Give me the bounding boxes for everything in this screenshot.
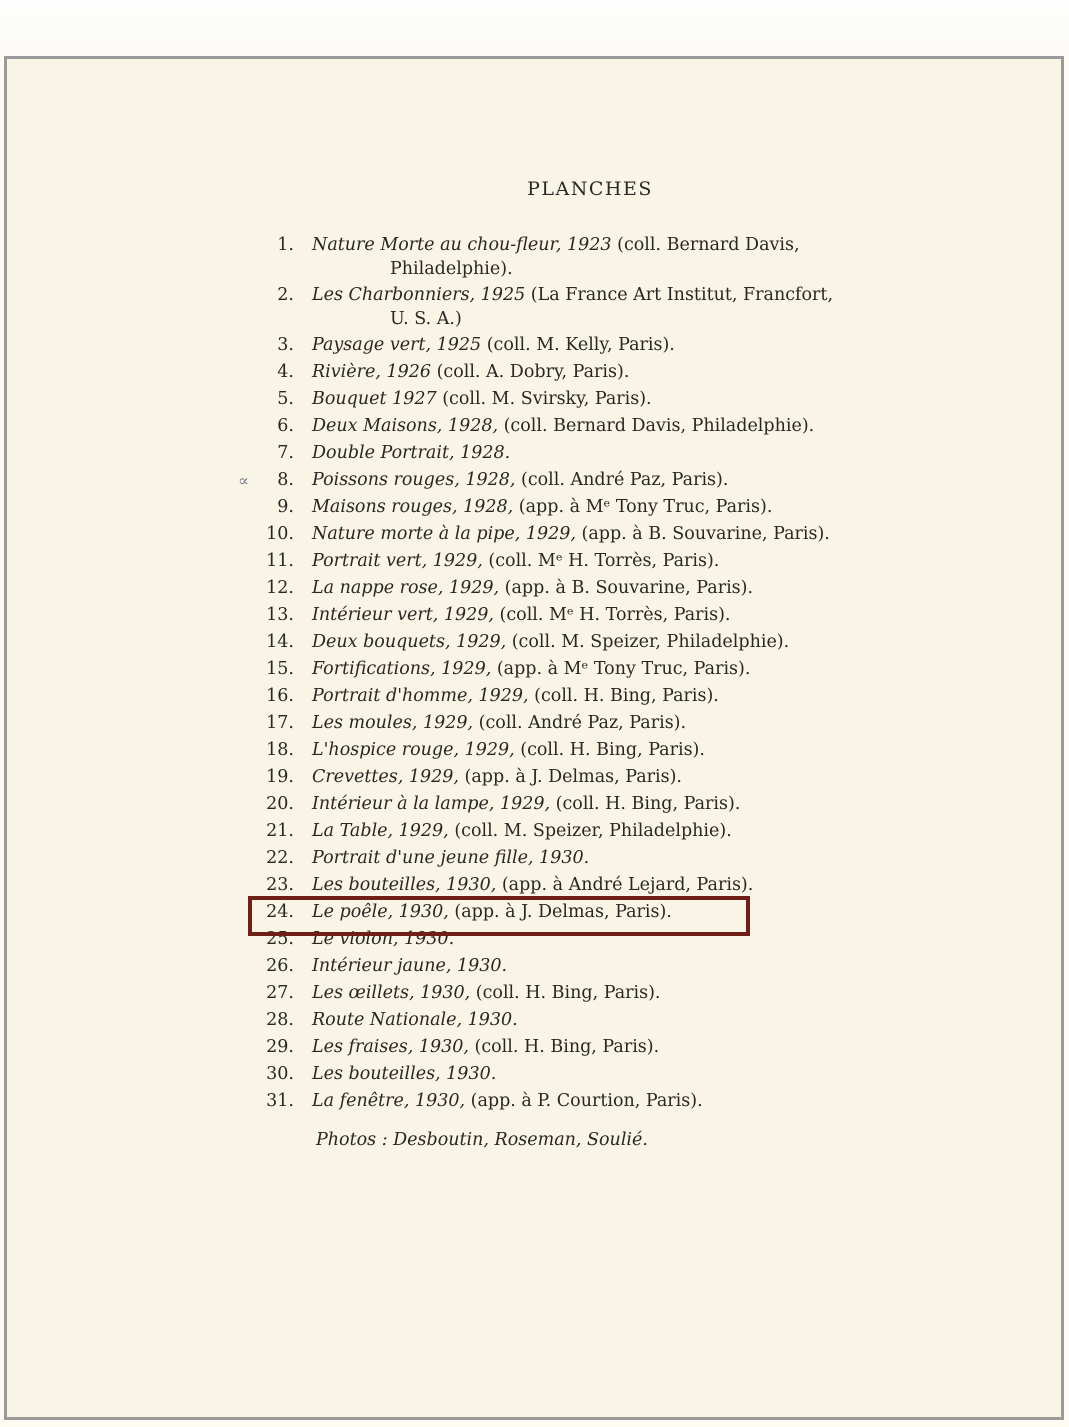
- entry-title: Les bouteilles, 1930.: [312, 1064, 497, 1084]
- entry-collection: (app. à P. Courtion, Paris).: [465, 1091, 703, 1111]
- entry-text: [312, 1035, 924, 1059]
- list-item: [240, 440, 940, 467]
- list-item: [240, 872, 940, 899]
- photo-credits: Photos : Desboutin, Roseman, Soulié.: [316, 1130, 648, 1150]
- list-item: [240, 656, 940, 683]
- entry-collection: (coll. H. Bing, Paris).: [550, 794, 741, 814]
- entry-number: 7.: [277, 443, 294, 463]
- entry-number: 28.: [266, 1010, 294, 1030]
- list-item: [240, 413, 940, 440]
- entry-text: [312, 522, 924, 546]
- list-item: [240, 980, 940, 1007]
- entry-number: 8.: [277, 470, 294, 490]
- entry-title: Nature morte à la pipe, 1929,: [312, 524, 576, 544]
- entry-text: [312, 684, 924, 708]
- entry-title: Rivière, 1926: [312, 362, 431, 382]
- entry-title: La nappe rose, 1929,: [312, 578, 500, 598]
- entry-text: [312, 1062, 924, 1086]
- entry-number: 16.: [266, 686, 294, 706]
- list-item: [240, 332, 940, 359]
- highlight-box-entry-24[interactable]: [248, 896, 750, 936]
- page-heading: PLANCHES: [527, 178, 653, 200]
- entry-number: 14.: [266, 632, 294, 652]
- entry-text: [312, 603, 924, 627]
- plates-list: [240, 232, 940, 1115]
- entry-title: Les Charbonniers, 1925: [312, 285, 526, 305]
- list-item: [240, 1061, 940, 1088]
- entry-text: [312, 630, 924, 654]
- entry-text: [312, 549, 924, 573]
- entry-collection: (app. à J. Delmas, Paris).: [458, 767, 682, 787]
- entry-collection: (app. à B. Souvarine, Paris).: [575, 524, 830, 544]
- entry-text: [312, 765, 924, 789]
- entry-title: Le poêle, 1930,: [312, 902, 449, 922]
- entry-title: Les œillets, 1930,: [312, 983, 471, 1003]
- entry-title: Bouquet 1927: [312, 389, 437, 409]
- list-item: [240, 548, 940, 575]
- entry-collection: (coll. M. Svirsky, Paris).: [436, 389, 652, 409]
- entry-collection: (coll. H. Bing, Paris).: [470, 983, 661, 1003]
- entry-collection: (coll. Bernard Davis, Philadelphie).: [498, 416, 815, 436]
- entry-title: Nature Morte au chou-fleur, 1923: [312, 235, 612, 255]
- entry-number: 12.: [266, 578, 294, 598]
- entry-collection: (coll. H. Bing, Paris).: [468, 1037, 660, 1057]
- entry-number: 20.: [266, 794, 294, 814]
- list-item: [240, 1007, 940, 1034]
- entry-number: 19.: [266, 767, 294, 787]
- entry-number: 2.: [277, 285, 294, 305]
- list-item: [240, 575, 940, 602]
- entry-text: [312, 1008, 924, 1032]
- entry-title: Double Portrait, 1928.: [312, 443, 511, 463]
- entry-number: 29.: [266, 1037, 294, 1057]
- list-item: [240, 359, 940, 386]
- entry-continuation: Philadelphie).: [390, 259, 513, 279]
- entry-title: Route Nationale, 1930.: [312, 1010, 518, 1030]
- list-item: [240, 602, 940, 629]
- entry-number: 24.: [266, 902, 294, 922]
- entry-text: [312, 468, 924, 492]
- fish-mark-icon: ∝: [238, 471, 249, 490]
- entry-text: [312, 333, 924, 357]
- entry-number: 25.: [266, 929, 294, 949]
- entry-title: Portrait vert, 1929,: [312, 551, 483, 571]
- entry-title: Deux Maisons, 1928,: [312, 416, 499, 436]
- entry-title: Intérieur vert, 1929,: [312, 605, 494, 625]
- entry-number: 31.: [266, 1091, 294, 1111]
- entry-text: [312, 657, 924, 681]
- entry-title: Intérieur jaune, 1930.: [312, 956, 508, 976]
- entry-collection: (coll. M. Kelly, Paris).: [481, 335, 675, 355]
- entry-number: 18.: [266, 740, 294, 760]
- entry-number: 4.: [277, 362, 294, 382]
- entry-title: Crevettes, 1929,: [312, 767, 459, 787]
- entry-title: Paysage vert, 1925: [312, 335, 482, 355]
- entry-text: [312, 495, 924, 519]
- entry-number: 30.: [266, 1064, 294, 1084]
- list-item: [240, 1088, 940, 1115]
- entry-collection: (coll. H. Bing, Paris).: [528, 686, 719, 706]
- entry-collection: (app. à André Lejard, Paris).: [496, 875, 754, 895]
- list-item: [240, 521, 940, 548]
- entry-text: [312, 441, 924, 465]
- entry-text: [312, 387, 924, 411]
- entry-text: [312, 711, 924, 735]
- entry-number: 11.: [266, 551, 294, 571]
- entry-text: [312, 233, 924, 281]
- entry-title: Le violon, 1930.: [312, 929, 455, 949]
- entry-collection: (coll. Mᵉ H. Torrès, Paris).: [493, 605, 731, 625]
- list-item: [240, 953, 940, 980]
- list-item: [240, 1034, 940, 1061]
- entry-number: 15.: [266, 659, 294, 679]
- entry-text: [312, 846, 924, 870]
- entry-text: [312, 414, 924, 438]
- entry-text: [312, 576, 924, 600]
- entry-number: 17.: [266, 713, 294, 733]
- entry-title: Intérieur à la lampe, 1929,: [312, 794, 551, 814]
- entry-number: 1.: [277, 235, 294, 255]
- entry-collection: (coll. H. Bing, Paris).: [514, 740, 705, 760]
- entry-collection: (app. à J. Delmas, Paris).: [448, 902, 672, 922]
- entry-title: Fortifications, 1929,: [312, 659, 492, 679]
- entry-collection: (coll. Mᵉ H. Torrès, Paris).: [482, 551, 720, 571]
- list-item: [240, 494, 940, 521]
- entry-number: 26.: [266, 956, 294, 976]
- entry-number: 3.: [277, 335, 294, 355]
- entry-collection: (app. à Mᵉ Tony Truc, Paris).: [491, 659, 751, 679]
- entry-title: L'hospice rouge, 1929,: [312, 740, 515, 760]
- entry-number: 27.: [266, 983, 294, 1003]
- entry-collection: (app. à Mᵉ Tony Truc, Paris).: [513, 497, 773, 517]
- entry-title: Maisons rouges, 1928,: [312, 497, 514, 517]
- entry-number: 9.: [277, 497, 294, 517]
- list-item: [240, 764, 940, 791]
- list-item: [240, 629, 940, 656]
- entry-number: 6.: [277, 416, 294, 436]
- entry-title: La Table, 1929,: [312, 821, 449, 841]
- list-item: [240, 791, 940, 818]
- entry-collection: (coll. André Paz, Paris).: [515, 470, 729, 490]
- entry-collection: (La France Art Institut, Francfort,: [525, 285, 834, 305]
- entry-title: Portrait d'une jeune fille, 1930.: [312, 848, 590, 868]
- entry-title: La fenêtre, 1930,: [312, 1091, 466, 1111]
- entry-text: [312, 819, 924, 843]
- list-item: [240, 818, 940, 845]
- entry-number: 13.: [266, 605, 294, 625]
- entry-collection: (coll. A. Dobry, Paris).: [431, 362, 630, 382]
- entry-text: [312, 738, 924, 762]
- list-item: [240, 467, 940, 494]
- list-item: [240, 710, 940, 737]
- entry-number: 23.: [266, 875, 294, 895]
- entry-collection: (coll. M. Speizer, Philadelphie).: [506, 632, 790, 652]
- entry-text: [312, 873, 924, 897]
- entry-title: Poissons rouges, 1928,: [312, 470, 516, 490]
- entry-text: [312, 283, 924, 331]
- list-item: [240, 282, 940, 332]
- entry-title: Les fraises, 1930,: [312, 1037, 469, 1057]
- entry-collection: (coll. André Paz, Paris).: [473, 713, 687, 733]
- list-item: [240, 845, 940, 872]
- entry-number: 22.: [266, 848, 294, 868]
- entry-title: Portrait d'homme, 1929,: [312, 686, 529, 706]
- entry-number: 21.: [266, 821, 294, 841]
- entry-continuation: U. S. A.): [390, 309, 462, 329]
- scan-top-margin: [0, 0, 1069, 56]
- entry-collection: (app. à B. Souvarine, Paris).: [499, 578, 754, 598]
- entry-text: [312, 792, 924, 816]
- entry-number: 5.: [277, 389, 294, 409]
- entry-collection: (coll. Bernard Davis,: [611, 235, 800, 255]
- list-item: [240, 737, 940, 764]
- entry-title: Les moules, 1929,: [312, 713, 474, 733]
- entry-text: [312, 1089, 924, 1113]
- list-item: [240, 386, 940, 413]
- list-item: [240, 683, 940, 710]
- entry-title: Les bouteilles, 1930,: [312, 875, 497, 895]
- list-item: [240, 232, 940, 282]
- entry-text: [312, 981, 924, 1005]
- entry-title: Deux bouquets, 1929,: [312, 632, 507, 652]
- entry-collection: (coll. M. Speizer, Philadelphie).: [448, 821, 732, 841]
- entry-text: [312, 954, 924, 978]
- entry-number: 10.: [266, 524, 294, 544]
- entry-text: [312, 360, 924, 384]
